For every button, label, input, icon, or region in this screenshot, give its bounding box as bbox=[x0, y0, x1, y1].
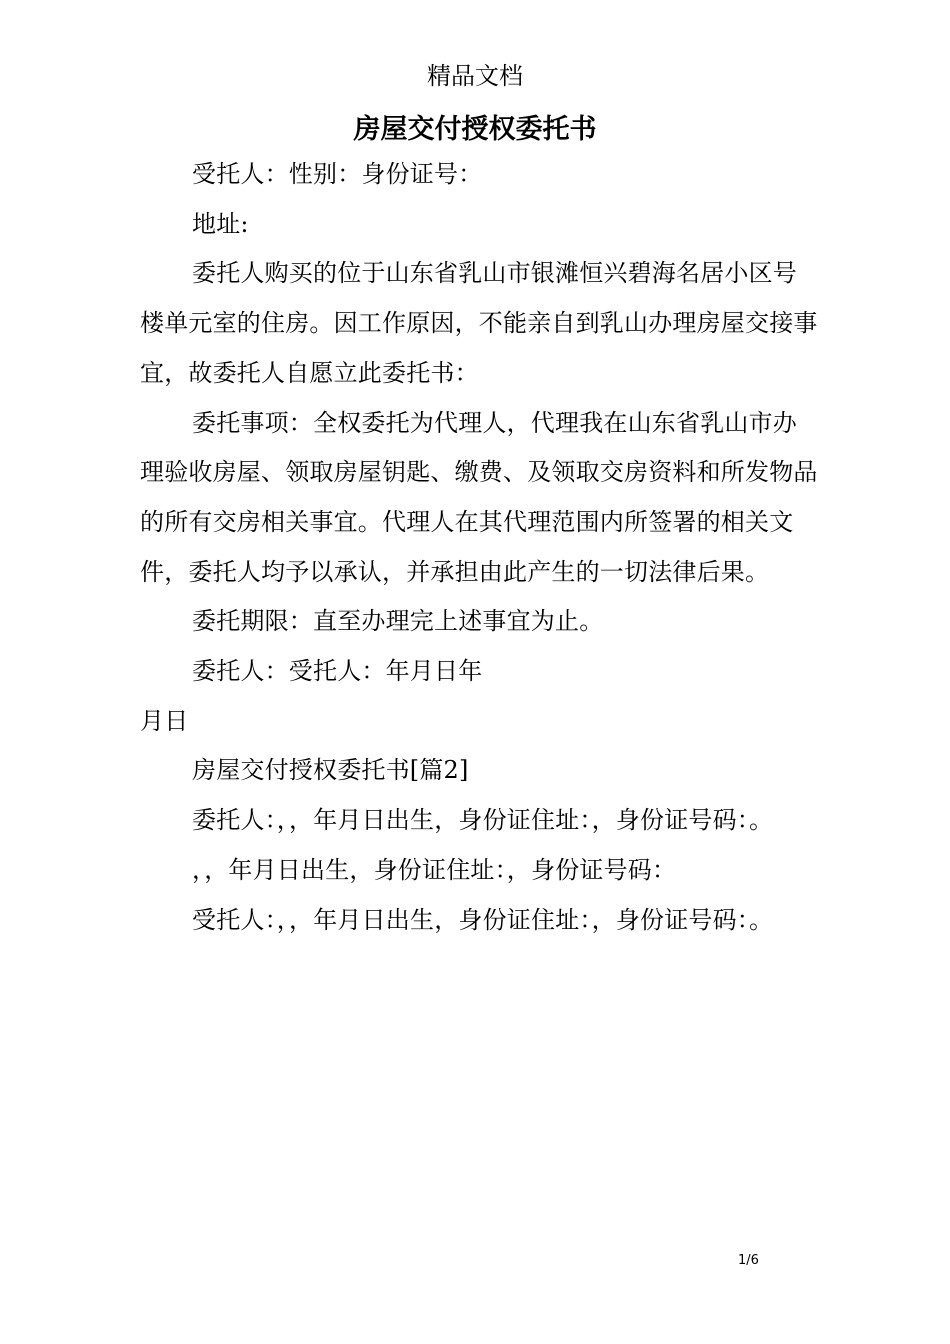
page-number: 1/6 bbox=[738, 1253, 759, 1268]
paragraph-trustee: 受托人：性别：身份证号： bbox=[192, 160, 483, 188]
paragraph-address: 地址: bbox=[192, 209, 249, 238]
document-title: 房屋交付授权委托书 bbox=[353, 114, 597, 145]
document-body bbox=[140, 150, 820, 945]
paragraph-signatures: 委托人：受托人：年月日年 bbox=[192, 657, 483, 686]
paragraph-matters: 委托事项：全权委托为代理人，代理我在山东省乳山市办理验收房屋、领取房屋钥匙、缴费、及领取交房资料和所发物品的所有交房相关事宜。代理人在其代理范围内所签署的相关文件，委托人均予以承认，并承担由此产生的一切法律后果。 bbox=[140, 408, 818, 586]
paragraph-date: 月日 bbox=[140, 706, 189, 735]
page-header: 精品文档 bbox=[427, 62, 523, 90]
paragraph-second-person: ，，年月日出生，身份证住址：，身份证号码： bbox=[192, 855, 677, 884]
paragraph-principal: 委托人：，，年月日出生，身份证住址：，身份证号码：。 bbox=[192, 806, 774, 835]
paragraph-term: 委托期限：直至办理完上述事宜为止。 bbox=[192, 607, 604, 636]
paragraph-trustee-2: 受托人：，，年月日出生，身份证住址：，身份证号码：。 bbox=[192, 905, 774, 934]
paragraph-section-2-heading: 房屋交付授权委托书[篇2] bbox=[192, 756, 469, 785]
paragraph-purchase: 委托人购买的位于山东省乳山市银滩恒兴碧海名居小区号楼单元室的住房。因工作原因，不能亲自到乳山办理房屋交接事宜，故委托人自愿立此委托书： bbox=[140, 259, 818, 387]
